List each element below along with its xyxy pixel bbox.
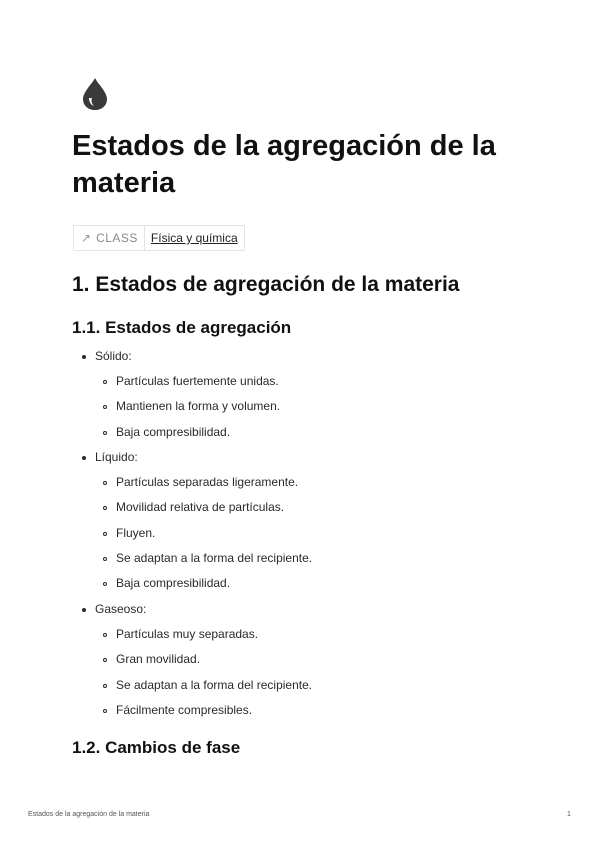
list-item: Partículas muy separadas. — [116, 627, 259, 641]
water-drop-icon — [80, 76, 110, 112]
property-key — [74, 226, 145, 250]
arrow-up-right-icon: ↗ — [81, 231, 92, 245]
list-item: Movilidad relativa de partículas. — [116, 500, 285, 514]
bullet-disc — [82, 608, 86, 612]
bullet-circle — [103, 506, 107, 510]
footer-page-number: 1 — [567, 811, 571, 818]
bullet-circle — [103, 709, 107, 713]
footer-doc-title: Estados de la agregación de la materia — [28, 811, 150, 818]
bullet-circle — [103, 481, 107, 485]
subsection-heading-states: 1.1. Estados de agregación — [72, 318, 292, 337]
section-heading: 1. Estados de agregación de la materia — [72, 273, 460, 296]
bullet-circle — [103, 431, 107, 435]
subsection-heading-phase-changes: 1.2. Cambios de fase — [72, 738, 241, 757]
list-item-state: Líquido: — [95, 450, 138, 464]
bullet-circle — [103, 405, 107, 409]
property-value-link[interactable]: Física y química — [150, 231, 238, 245]
list-item: Fluyen. — [116, 526, 156, 540]
bullet-circle — [103, 633, 107, 637]
bullet-circle — [103, 658, 107, 662]
list-item: Se adaptan a la forma del recipiente. — [116, 678, 313, 692]
bullet-circle — [103, 557, 107, 561]
property-row — [73, 225, 245, 251]
bullet-circle — [103, 532, 107, 536]
bullet-circle — [103, 582, 107, 586]
bullet-circle — [103, 380, 107, 384]
bullet-circle — [103, 684, 107, 688]
list-item: Fácilmente compresibles. — [116, 703, 253, 717]
bullet-disc — [82, 355, 86, 359]
list-item: Partículas separadas ligeramente. — [116, 475, 299, 489]
bullet-disc — [82, 456, 86, 460]
list-item: Baja compresibilidad. — [116, 425, 231, 439]
list-item: Se adaptan a la forma del recipiente. — [116, 551, 313, 565]
list-item: Partículas fuertemente unidas. — [116, 374, 279, 388]
list-item: Baja compresibilidad. — [116, 576, 231, 590]
page-title: Estados de la agregación de la materia — [72, 130, 496, 199]
list-item: Mantienen la forma y volumen. — [116, 399, 281, 413]
list-item: Gran movilidad. — [116, 652, 201, 666]
property-key-label: CLASS — [96, 231, 138, 245]
list-item-state: Gaseoso: — [95, 602, 147, 616]
list-item-state: Sólido: — [95, 349, 132, 363]
